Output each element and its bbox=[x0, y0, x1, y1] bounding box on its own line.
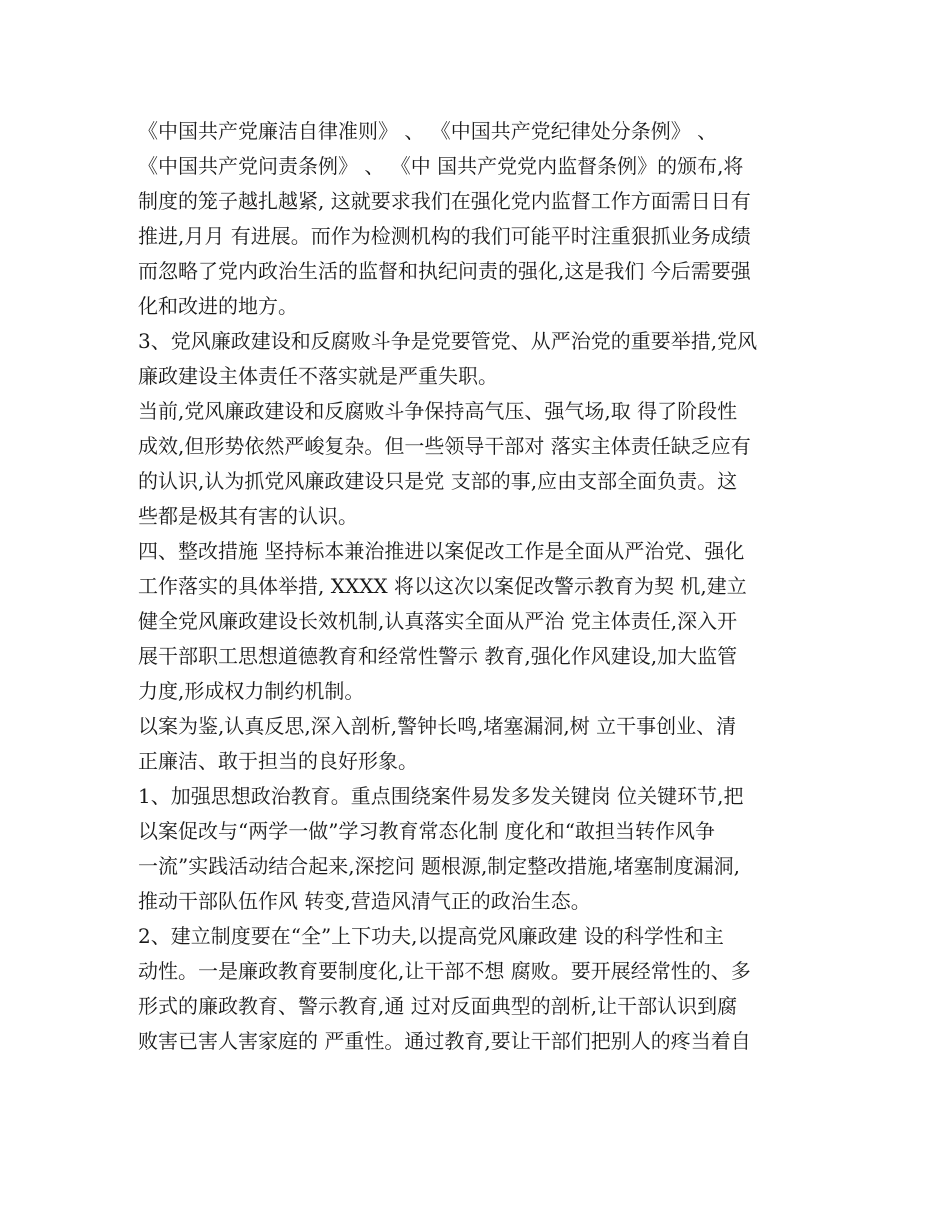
text-line: 推动干部队伍作风 转变,营造风清气正的政治生态。 bbox=[138, 889, 591, 913]
text-line: 工作落实的具体举措, XXXX 将以这次以案促改警示教育为契 机,建立 bbox=[138, 574, 747, 598]
text-line: 3、党风廉政建设和反腐败斗争是党要管党、从严治党的重要举措,党风 bbox=[138, 329, 758, 353]
text-line: 力度,形成权力制约机制。 bbox=[138, 679, 365, 703]
text-line: 成效,但形势依然严峻复杂。但一些领导干部对 落实主体责任缺乏应有 bbox=[138, 434, 751, 458]
text-line: 廉政建设主体责任不落实就是严重失职。 bbox=[138, 364, 498, 388]
text-line: 推进,月月 有进展。而作为检测机构的我们可能平时注重狠抓业务成绩 bbox=[138, 224, 751, 248]
text-line: 的认识,认为抓党风廉政建设只是党 支部的事,应由支部全面负责。这 bbox=[138, 469, 738, 493]
text-line: 形式的廉政教育、警示教育,通 过对反面典型的剖析,让干部认识到腐 bbox=[138, 994, 738, 1018]
text-line: 展干部职工思想道德教育和经常性警示 教育,强化作风建设,加大监管 bbox=[138, 644, 738, 668]
text-line: 动性。一是廉政教育要制度化,让干部不想 腐败。要开展经常性的、多 bbox=[138, 959, 751, 983]
text-line: 1、加强思想政治教育。重点围绕案件易发多发关键岗 位关键环节,把 bbox=[138, 784, 744, 808]
text-line: 以案促改与“两学一做”学习教育常态化制 度化和“敢担当转作风争 bbox=[138, 819, 716, 843]
text-line: 《中国共产党廉洁自律准则》 、 《中国共产党纪律处分条例》 、 bbox=[138, 119, 718, 143]
document-body bbox=[138, 114, 828, 1059]
text-line: 一流”实践活动结合起来,深挖问 题根源,制定整改措施,堵塞制度漏洞, bbox=[138, 854, 741, 878]
text-line: 2、建立制度要在“全”上下功夫,以提高党风廉政建 设的科学性和主 bbox=[138, 924, 724, 948]
text-line: 而忽略了党内政治生活的监督和执纪问责的强化,这是我们 今后需要强 bbox=[138, 259, 751, 283]
text-line: 四、整改措施 坚持标本兼治推进以案促改工作是全面从严治党、强化 bbox=[138, 539, 745, 563]
text-line: 制度的笼子越扎越紧, 这就要求我们在强化党内监督工作方面需日日有 bbox=[138, 189, 751, 213]
text-line: 以案为鉴,认真反思,深入剖析,警钟长鸣,堵塞漏洞,树 立干事创业、清 bbox=[138, 714, 737, 738]
text-line: 些都是极其有害的认识。 bbox=[138, 504, 358, 528]
text-line: 《中国共产党问责条例》 、 《中 国共产党党内监督条例》的颁布,将 bbox=[138, 154, 744, 178]
text-line: 化和改进的地方。 bbox=[138, 294, 298, 318]
text-line: 当前,党风廉政建设和反腐败斗争保持高气压、强气场,取 得了阶段性 bbox=[138, 399, 738, 423]
text-line: 正廉洁、敢于担当的良好形象。 bbox=[138, 749, 418, 773]
text-line: 健全党风廉政建设长效机制,认真落实全面从严治 党主体责任,深入开 bbox=[138, 609, 738, 633]
text-line: 败害已害人害家庭的 严重性。通过教育,要让干部们把别人的疼当着自 bbox=[138, 1029, 751, 1053]
